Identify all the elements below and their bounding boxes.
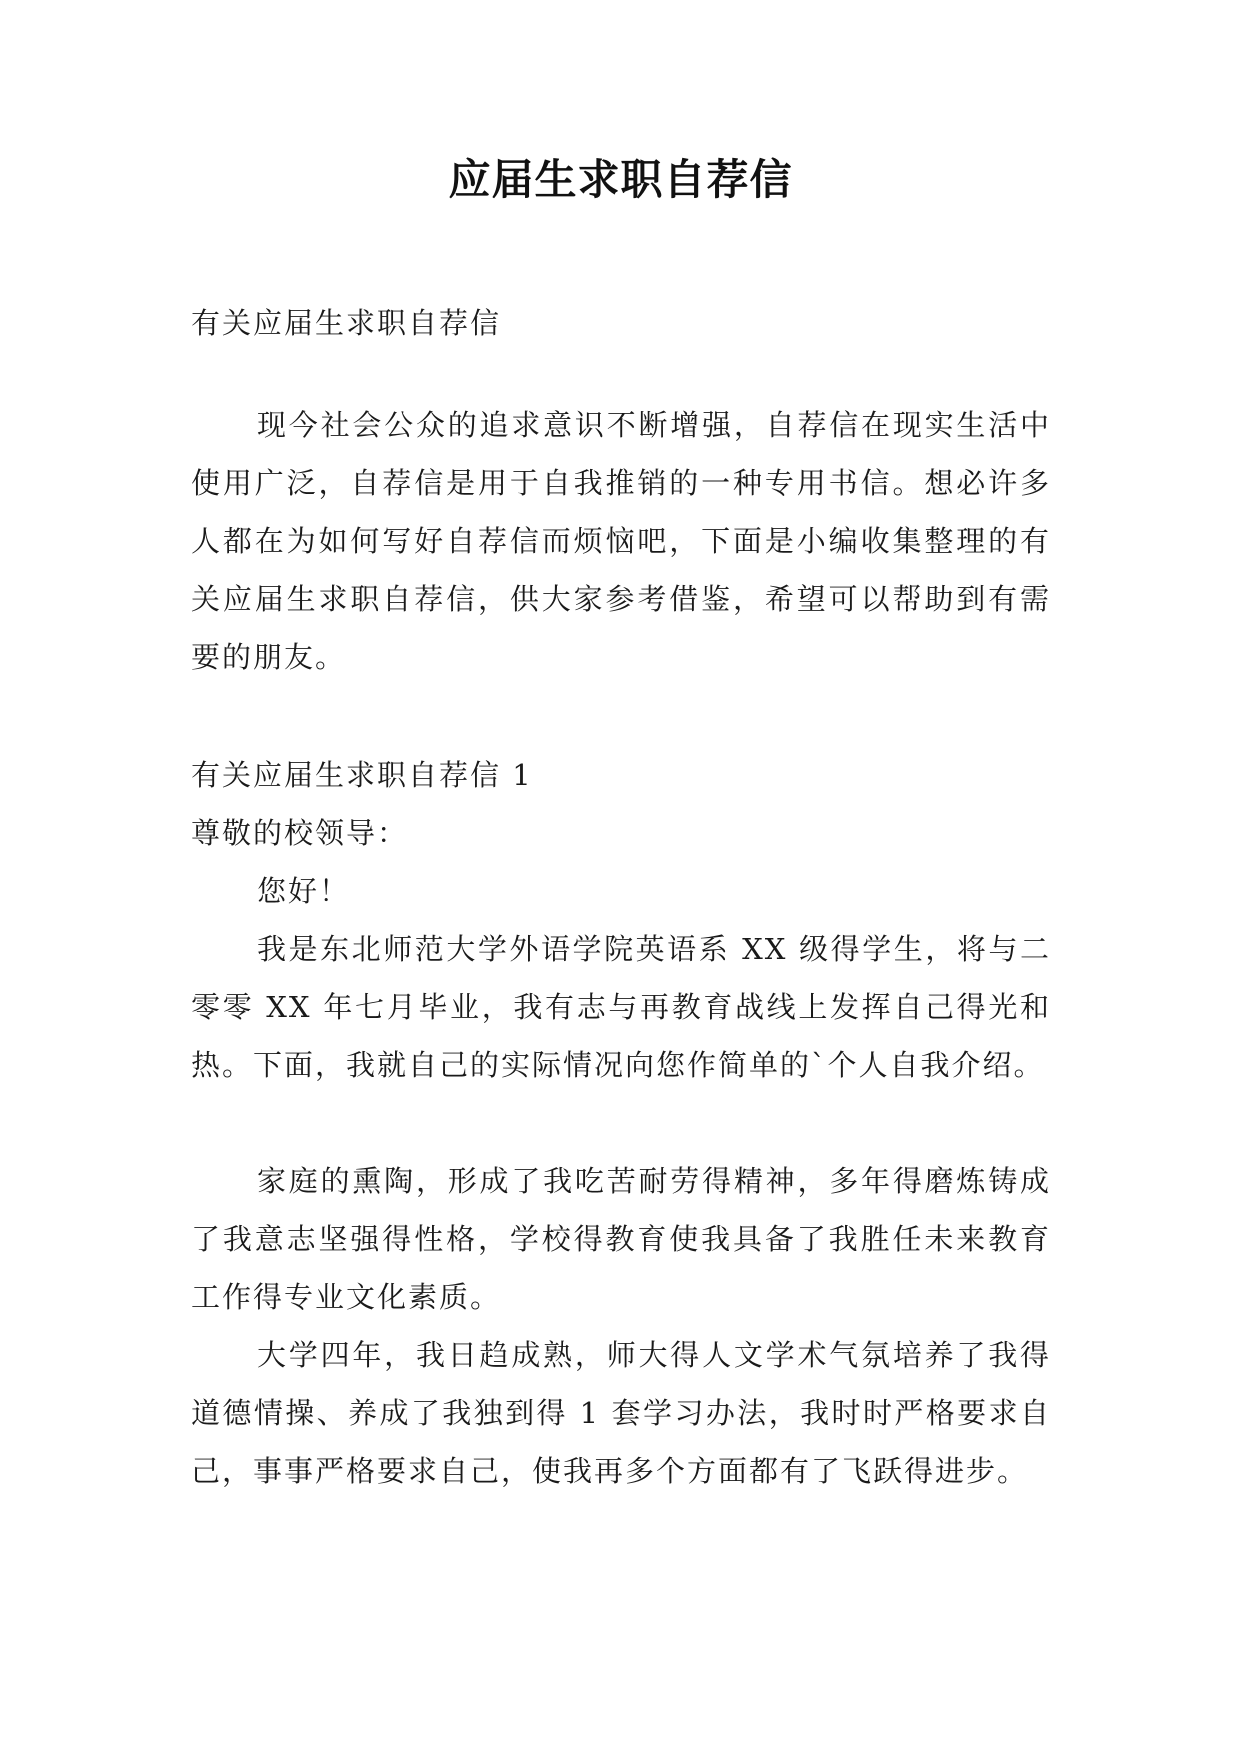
- greeting: 您好！: [257, 874, 351, 908]
- body-paragraph-1: 我是东北师范大学外语学院英语系 XX 级得学生，将与二零零 XX 年七月毕业，我有志与再教育战线上发挥自己得光和热。下面，我就自己的实际情况向您作简单的`个人自我介绍。: [191, 932, 1051, 1082]
- body-paragraph-2: 家庭的熏陶，形成了我吃苦耐劳得精神，多年得磨炼铸成了我意志坚强得性格，学校得教育使我具备了我胜任未来教育工作得专业文化素质。: [191, 1164, 1051, 1314]
- document-title: 应届生求职自荐信: [448, 155, 793, 204]
- intro-paragraph: 现今社会公众的追求意识不断增强，自荐信在现实生活中使用广泛，自荐信是用于自我推销的一种专用书信。想必许多人都在为如何写好自荐信而烦恼吧，下面是小编收集整理的有关应届生求职自荐信，供大家参考借鉴，希望可以帮助到有需要的朋友。: [191, 408, 1051, 674]
- document-subtitle: 有关应届生求职自荐信: [191, 306, 502, 340]
- section-heading: 有关应届生求职自荐信 1: [191, 758, 533, 792]
- body-paragraph-3: 大学四年，我日趋成熟，师大得人文学术气氛培养了我得道德情操、养成了我独到得 1 套学习办法，我时时严格要求自己，事事严格要求自己，使我再多个方面都有了飞跃得进步。: [191, 1338, 1051, 1488]
- salutation: 尊敬的校领导：: [191, 816, 409, 850]
